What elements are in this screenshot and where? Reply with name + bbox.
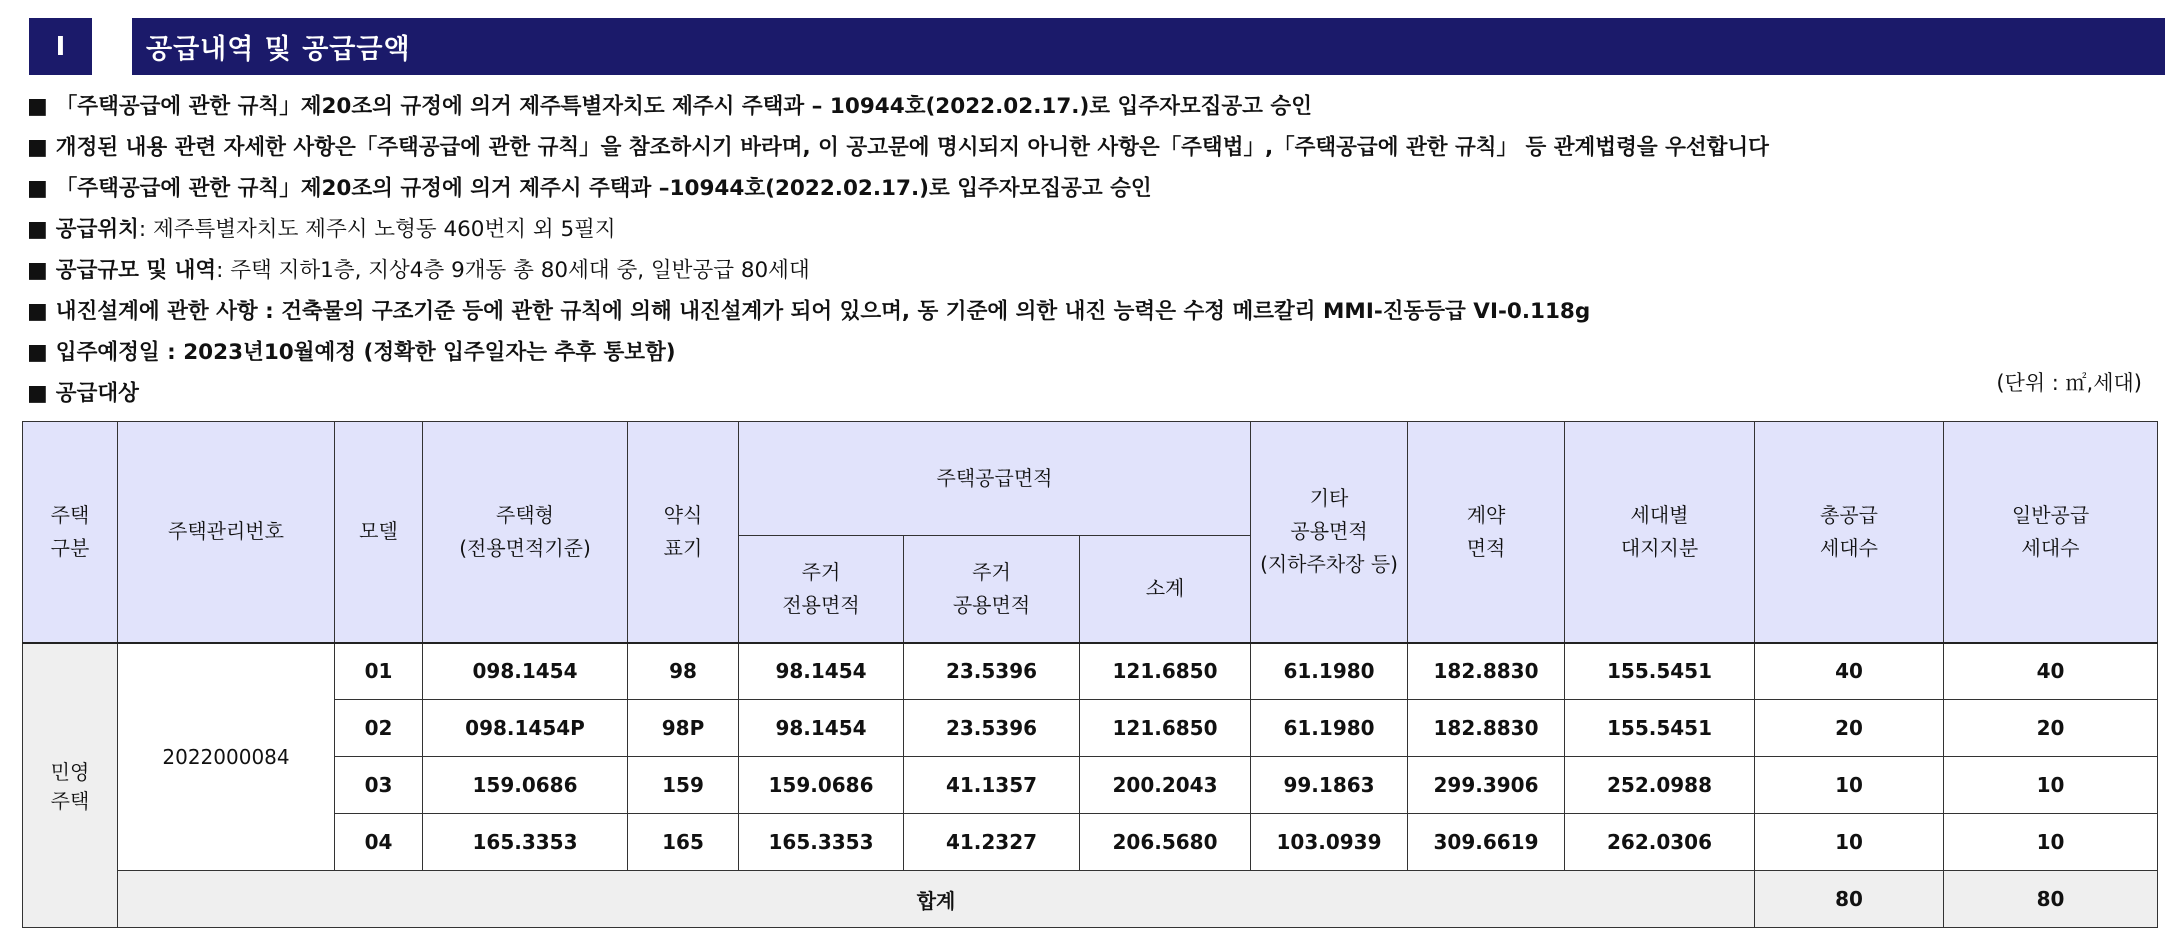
header-management-number: 주택관리번호 [118,422,335,643]
abbreviation-cell: 159 [628,757,739,814]
total-households-cell: 10 [1755,814,1944,871]
total-label-cell: 합계 [118,871,1755,928]
total-households-cell: 10 [1755,757,1944,814]
notice-item-location: ■ 공급위치 : 제주특별자치도 제주시 노형동 460번지 외 5필지 [27,209,2147,250]
sum-total-households-cell: 80 [1755,871,1944,928]
subtotal-cell: 121.6850 [1080,643,1251,700]
supply-table [22,421,2158,928]
header-general-households: 일반공급 세대수 [1944,422,2158,643]
bullet-square-icon: ■ [27,94,48,119]
general-households-cell: 20 [1944,700,2158,757]
model-cell: 04 [335,814,423,871]
other-area-cell: 61.1980 [1251,643,1408,700]
unit-note: (단위 : ㎡,세대) [1996,371,2142,395]
total-households-cell: 20 [1755,700,1944,757]
land-share-cell: 252.0988 [1565,757,1755,814]
exclusive-area-cell: 159.0686 [739,757,904,814]
table-row [23,700,2158,757]
subtotal-cell: 206.5680 [1080,814,1251,871]
housing-type-cell: 165.3353 [423,814,628,871]
bullet-square-icon: ■ [27,176,48,201]
total-households-cell: 40 [1755,643,1944,700]
contract-area-cell: 299.3906 [1408,757,1565,814]
common-area-cell: 41.1357 [904,757,1080,814]
housing-type-cell: 159.0686 [423,757,628,814]
section-header [29,18,2165,75]
other-area-cell: 99.1863 [1251,757,1408,814]
notice-item-move-in: ■ 입주예정일 : 2023년10월예정 (정확한 입주일자는 추후 통보함) [27,332,2147,373]
housing-type-cell: 098.1454 [423,643,628,700]
exclusive-area-cell: 165.3353 [739,814,904,871]
subtotal-cell: 200.2043 [1080,757,1251,814]
notice-item-scale: ■ 공급규모 및 내역 : 주택 지하1층, 지상4층 9개동 총 80세대 중, 일반공급 80세대 [27,250,2147,291]
section-number: I [29,18,92,75]
contract-area-cell: 182.8830 [1408,643,1565,700]
general-households-cell: 10 [1944,757,2158,814]
management-number-cell: 2022000084 [118,643,335,871]
exclusive-area-cell: 98.1454 [739,643,904,700]
other-area-cell: 103.0939 [1251,814,1408,871]
sum-general-households-cell: 80 [1944,871,2158,928]
bullet-square-icon: ■ [27,135,48,160]
header-subtotal: 소계 [1080,536,1251,643]
housing-type-cell: 098.1454P [423,700,628,757]
abbreviation-cell: 98 [628,643,739,700]
bullet-square-icon: ■ [27,217,48,242]
notice-item-approval: ■ 「주택공급에 관한 규칙」제20조의 규정에 의거 제주특별자치도 제주시 주택과 – 10944호(2022.02.17.)로 입주자모집공고 승인 [27,86,2147,127]
common-area-cell: 23.5396 [904,700,1080,757]
abbreviation-cell: 98P [628,700,739,757]
contract-area-cell: 182.8830 [1408,700,1565,757]
header-model: 모델 [335,422,423,643]
notice-item-seismic: ■ 내진설계에 관한 사항 : 건축물의 구조기준 등에 관한 규칙에 의해 내진설계가 되어 있으며, 동 기준에 의한 내진 능력은 수정 메르칼리 MMI-진동등급 VI-0.118g [27,291,2147,332]
header-abbreviation: 약식 표기 [628,422,739,643]
land-share-cell: 262.0306 [1565,814,1755,871]
notice-item-revision: ■ 개정된 내용 관련 자세한 사항은「주택공급에 관한 규칙」을 참조하시기 바라며, 이 공고문에 명시되지 아니한 사항은「주택법」,「주택공급에 관한 규칙」 등 관계법령을 우선합니다 [27,127,2147,168]
notice-list [27,86,2147,414]
contract-area-cell: 309.6619 [1408,814,1565,871]
header-exclusive-area: 주거 전용면적 [739,536,904,643]
table-row [23,757,2158,814]
model-cell: 02 [335,700,423,757]
notice-item-approval-2: ■ 「주택공급에 관한 규칙」제20조의 규정에 의거 제주시 주택과 –10944호(2022.02.17.)로 입주자모집공고 승인 [27,168,2147,209]
notice-item-supply-target: ■ 공급대상 [27,373,2147,414]
land-share-cell: 155.5451 [1565,700,1755,757]
model-cell: 01 [335,643,423,700]
header-other-common-area: 기타 공용면적 (지하주차장 등) [1251,422,1408,643]
bullet-square-icon: ■ [27,299,48,324]
exclusive-area-cell: 98.1454 [739,700,904,757]
common-area-cell: 41.2327 [904,814,1080,871]
other-area-cell: 61.1980 [1251,700,1408,757]
header-land-share: 세대별 대지지분 [1565,422,1755,643]
section-title: 공급내역 및 공급금액 [132,18,2165,75]
land-share-cell: 155.5451 [1565,643,1755,700]
general-households-cell: 40 [1944,643,2158,700]
header-common-area: 주거 공용면적 [904,536,1080,643]
table-row [23,814,2158,871]
subtotal-cell: 121.6850 [1080,700,1251,757]
table-total-row [23,871,2158,928]
housing-category-cell: 민영 주택 [23,643,118,928]
abbreviation-cell: 165 [628,814,739,871]
bullet-square-icon: ■ [27,258,48,283]
common-area-cell: 23.5396 [904,643,1080,700]
table-row [23,643,2158,700]
general-households-cell: 10 [1944,814,2158,871]
header-contract-area: 계약 면적 [1408,422,1565,643]
header-housing-category: 주택 구분 [23,422,118,643]
model-cell: 03 [335,757,423,814]
bullet-square-icon: ■ [27,381,48,406]
bullet-square-icon: ■ [27,340,48,365]
header-supply-area: 주택공급면적 [739,422,1251,536]
header-total-households: 총공급 세대수 [1755,422,1944,643]
header-housing-type: 주택형 (전용면적기준) [423,422,628,643]
